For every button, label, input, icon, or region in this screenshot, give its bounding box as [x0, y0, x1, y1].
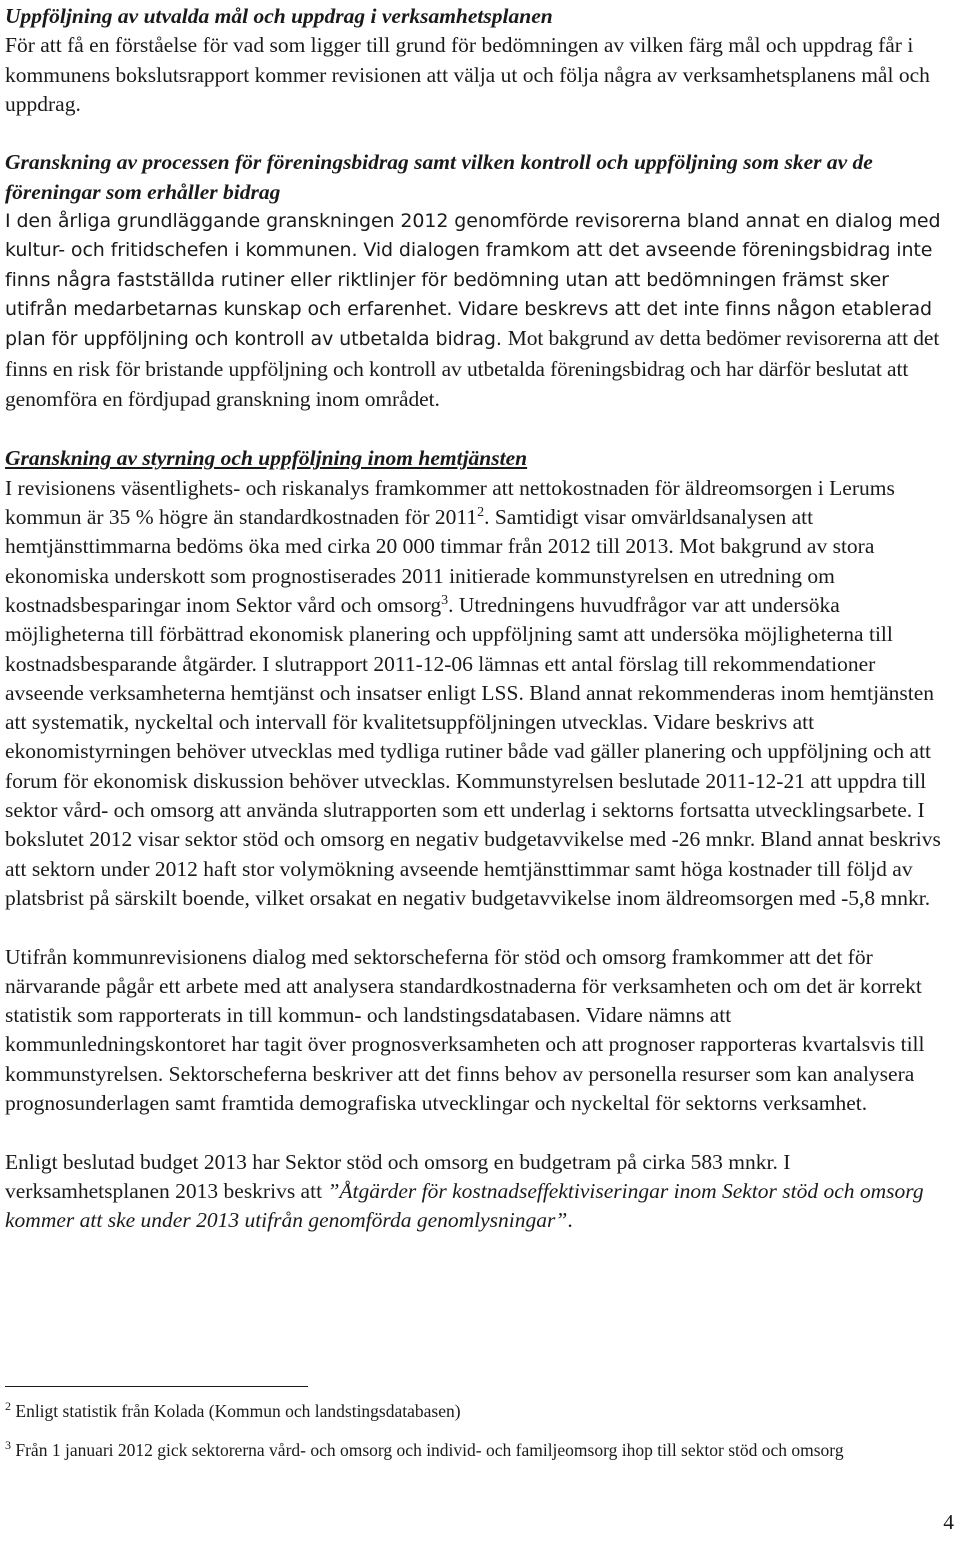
budget-text-b: . — [567, 1208, 573, 1233]
footnote-ref-2: 2 — [477, 505, 485, 521]
page-number: 4 — [943, 1510, 954, 1534]
hemtjansten-text-a: I revisionens väsentlighets- och riskanalys framkommer att nettokostnaden för äldreomsorgen i Lerums kommun är 35 % högre än standardkostnaden för 2011 — [5, 475, 895, 530]
document-page — [5, 2, 957, 1235]
section-body-foreningsbidrag — [5, 207, 957, 415]
foreningsbidrag-sentence-2: Vid dialogen framkom att det avseende föreningsbidrag inte finns några fastställda rutiner eller riktlinjer för bedömning utan att bedömningen främst sker utifrån medarbetarnas kunskap och erfarenhet. — [5, 239, 933, 320]
footnote-text-3: Från 1 januari 2012 gick sektorerna vård- och omsorg och individ- och familjeomsorg ihop till sektor stöd och omsorg — [15, 1440, 844, 1460]
footnote-ref-3: 3 — [441, 592, 449, 608]
footnote-2 — [5, 1397, 955, 1425]
footnote-text-2: Enligt statistik från Kolada (Kommun och landstingsdatabasen) — [15, 1401, 461, 1421]
foreningsbidrag-sentence-1: I den årliga grundläggande granskningen 2012 genomförde revisorerna bland annat en dialog med kultur- och fritidschefen i kommunen. — [5, 210, 941, 262]
budget-text-a: Enligt beslutad budget 2013 har Sektor stöd och omsorg en budgetram på cirka 583 mnkr. I verksamhetsplanen 2013 beskrivs att — [5, 1149, 791, 1203]
section-heading-mal-uppdrag: Uppföljning av utvalda mål och uppdrag i verksamhetsplanen — [5, 4, 553, 28]
foreningsbidrag-sentence-4: Mot bakgrund av detta bedömer revisorerna att det finns en risk för bristande uppföljning och kontroll av utbetalda föreningsbidrag och har därför beslutat att genomföra en fördjupad granskning inom området. — [5, 326, 940, 411]
footnote-separator — [5, 1386, 308, 1387]
section-body-hemtjansten-1 — [5, 474, 957, 913]
footnote-number-3: 3 — [5, 1438, 11, 1452]
hemtjansten-text-c: . Utredningens huvudfrågor var att undersöka möjligheterna till förbättrad ekonomisk planering och uppföljning samt att undersöka möjligheterna till kostnadsbesparande åtgärder. I slutrapport 2011-12-06 lämnas ett antal förslag till rekommendationer avseende verksamheterna hemtjänst och insatser enligt LSS. Bland annat rekommenderas inom hemtjänsten att systematik, nyckeltal och intervall för kvalitetsuppföljningen utvecklas. Vidare beskrivs att ekonomistyrningen behöver utvecklas med tydliga rutiner både vad gäller planering och uppföljning och att forum för ekonomisk diskussion behöver utvecklas. Kommunstyrelsen beslutade 2011-12-21 att uppdra till sektor vård- och omsorg att använda slutrapporten som ett underlag i sektorns fortsatta utvecklingsarbete. I bokslutet 2012 visar sektor stöd och omsorg en negativ budgetavvikelse med -26 mnkr. Bland annat beskrivs att sektorn under 2012 haft stor volymökning avseende hemtjänsttimmar samt höga kostnader till följd av platsbrist på särskilt boende, vilket orsakat en negativ budgetavvikelse inom äldreomsorgen med -5,8 mnkr. — [5, 592, 941, 910]
footnote-number-2: 2 — [5, 1399, 11, 1413]
section-heading-hemtjansten: Granskning av styrning och uppföljning inom hemtjänsten — [5, 446, 528, 471]
hemtjansten-text-b: . Samtidigt visar omvärldsanalysen att hemtjänsttimmarna bedöms öka med cirka 20 000 timmar från 2012 till 2013. Mot bakgrund av stora ekonomiska underskott som prognostiserades 2011 initierade kommunstyrelsen en utredning om kostnadsbesparingar inom Sektor vård och omsorg — [5, 505, 875, 617]
section-body-hemtjansten-3 — [5, 1148, 957, 1236]
section-body-mal-uppdrag: För att få en förståelse för vad som ligger till grund för bedömningen av vilken färg mål och uppdrag får i kommunens bokslutsrapport kommer revisionen att välja ut och följa några av verksamhetsplanens mål och uppdrag. — [5, 33, 930, 116]
section-body-hemtjansten-2: Utifrån kommunrevisionens dialog med sektorscheferna för stöd och omsorg framkommer att det för närvarande pågår ett arbete med att analysera standardkostnaderna för verksamheten och om det är korrekt statistik som rapporterats in till kommun- och landstingsdatabasen. Vidare nämns att kommunledningskontoret har tagit över prognosverksamheten och att prognoser rapporteras kvartalsvis till kommunstyrelsen. Sektorscheferna beskriver att det finns behov av personella resurser som kan analysera prognosunderlagen samt framtida demografiska utvecklingar och nyckeltal för sektorns verksamhet. — [5, 944, 925, 1115]
footnote-3 — [5, 1436, 955, 1464]
section-heading-foreningsbidrag: Granskning av processen för föreningsbidrag samt vilken kontroll och uppföljning som sker av de föreningar som erhåller bidrag — [5, 150, 873, 204]
verksamhetsplan-quote: ”Åtgärder för kostnadseffektiviseringar inom Sektor stöd och omsorg kommer att ske under 2013 utifrån genomförda genomlysningar” — [5, 1178, 924, 1233]
foreningsbidrag-sentence-3: Vidare beskrevs att det inte finns någon etablerad plan för uppföljning och kontroll av utbetalda bidrag. — [5, 297, 932, 351]
